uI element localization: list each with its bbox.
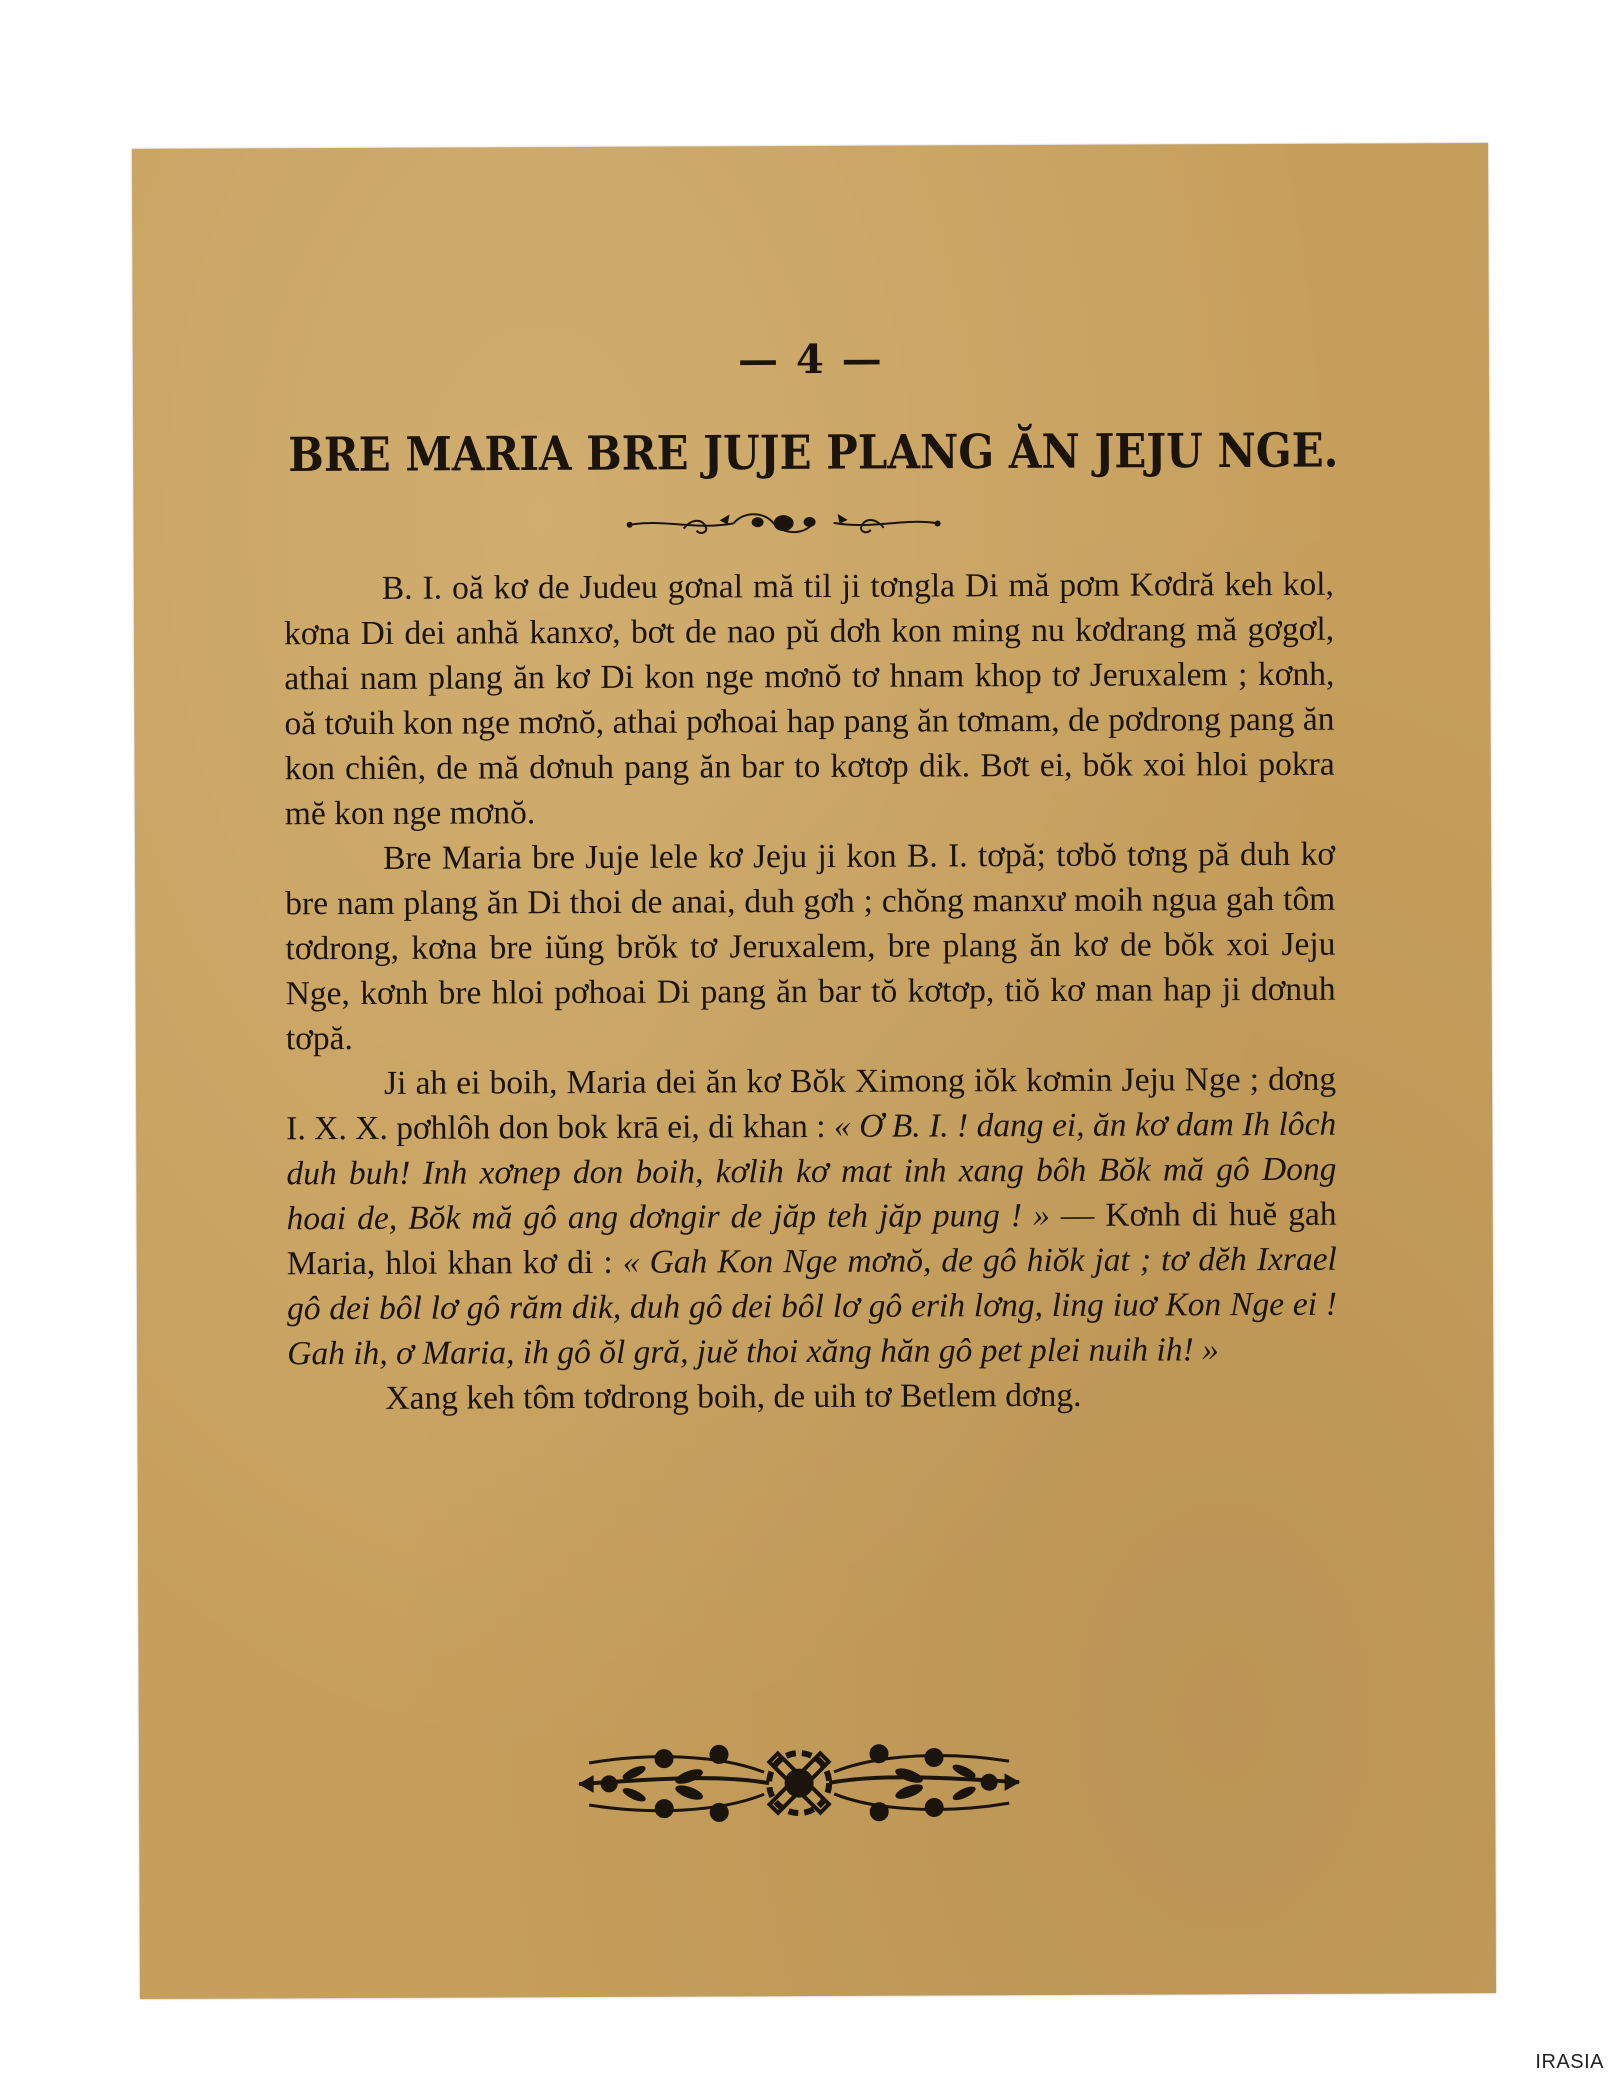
paragraph-3 (286, 1057, 1337, 1377)
paragraph-4: Xang keh tôm tơdrong boih, de uih tơ Betlem dơng. (385, 1376, 1082, 1417)
paragraph-1: B. I. oă kơ de Judeu gơnal mă til ji tơngla Di mă pơm Kơdră keh kol, kơna Di dei anhă kanxơ, bơt de nao pŭ dơh kon ming nu kơdrang mă gơgơl, athai nam plang ăn kơ Di kon nge mơnŏ tơ hnam khop tơ Jeruxalem ; kơnh, oă tơuih kon nge mơnŏ, athai pơhoai hap pang ăn tơmam, de pơdrong pang ăn kon chiên, de mă dơnuh pang ăn bar to kơtơp dik. Bơt ei, bŏk xoi hloi pokra mĕ kon nge mơnŏ. (284, 565, 1335, 833)
page-title: BRE MARIA BRE JUJE PLANG ĂN JEJU NGE. (288, 422, 1339, 483)
ornament-divider-icon (624, 505, 944, 540)
body-text (284, 562, 1338, 1422)
simeon-quote: « Ơ B. I. ! dang ei, ăn kơ dam Ih lôch duh buh! Inh xơnep don boih, kơlih kơ mat inh xang bôh Bŏk mă gô Dong hoai de, Bŏk mă gô ang dơngir de jăp teh jăp pung ! » (286, 1105, 1337, 1238)
page-number: — 4 — (737, 335, 884, 384)
floral-ornament-icon (569, 1733, 1029, 1833)
maria-prophecy-quote: « Gah Kon Nge mơnŏ, de gô hiŏk jat ; tơ dĕh Ixrael gô dei bôl lơ gô răm dik, duh gô dei bôl lơ gô erih lơng, ling iuơ Kon Nge ei ! Gah ih, ơ Maria, ih gô ŏl gră, juĕ thoi xăng hăn gô pet plei nuih ih! » (286, 1240, 1338, 1373)
paragraph-3-intro: Ji ah ei boih, Maria dei ăn kơ Bŏk Ximong iŏk kơmin Jeju Nge ; dơng I. X. X. pơhlôh don bok krā ei, di khan : (286, 1060, 1337, 1148)
paragraph-2: Bre Maria bre Juje lele kơ Jeju ji kon B. I. tơpă; tơbŏ tơng pă duh kơ bre nam plang ăn Di thoi de anai, duh gơh ; chŏng manxư moih ngua gah tôm tơdrong, kơna bre iŭng brŏk tơ Jeruxalem, bre plang ăn kơ de bŏk xoi Jeju Nge, kơnh bre hloi pơhoai Di pang ăn bar tŏ kơtơp, tiŏ kơ man hap ji dơnuh tơpă. (285, 835, 1336, 1058)
paragraph-3-middle: — Kơnh di huĕ gah Maria, hloi khan kơ di : (286, 1195, 1337, 1283)
document-page (132, 143, 1496, 1999)
watermark-label: IRASIA (1535, 2051, 1604, 2073)
